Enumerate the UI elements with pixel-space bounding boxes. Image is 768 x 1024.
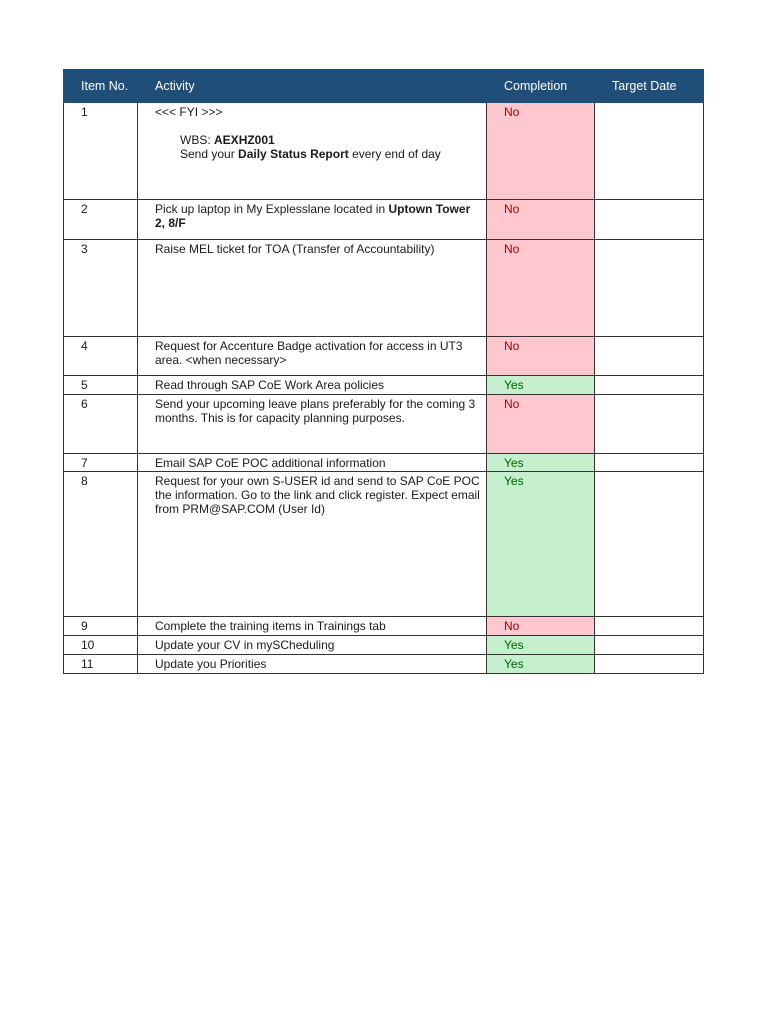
header-completion: Completion <box>487 70 595 103</box>
activity-text-bold: Uptown Tower 2, 8/F <box>155 202 471 230</box>
wbs-line <box>155 133 482 147</box>
dsr-line <box>155 147 482 161</box>
item-number: 4 <box>64 337 138 376</box>
activity-cell: Read through SAP CoE Work Area policies <box>138 376 487 395</box>
wbs-label: WBS: <box>180 133 215 147</box>
table-row <box>64 103 704 200</box>
item-number: 11 <box>64 655 138 674</box>
target-date-cell[interactable] <box>595 337 704 376</box>
target-date-cell[interactable] <box>595 636 704 655</box>
header-row <box>64 70 704 103</box>
completion-status: Yes <box>487 454 595 472</box>
activity-cell <box>138 103 487 200</box>
table-row <box>64 376 704 395</box>
target-date-cell[interactable] <box>595 240 704 337</box>
item-number: 9 <box>64 617 138 636</box>
activity-cell: Request for Accenture Badge activation for access in UT3 area. <when necessary> <box>138 337 487 376</box>
completion-status: No <box>487 617 595 636</box>
item-number: 1 <box>64 103 138 200</box>
table-row <box>64 454 704 472</box>
table-row <box>64 655 704 674</box>
item-number: 8 <box>64 472 138 617</box>
item-number: 3 <box>64 240 138 337</box>
table-row <box>64 395 704 454</box>
table-row <box>64 636 704 655</box>
completion-status: No <box>487 240 595 337</box>
header-activity: Activity <box>138 70 487 103</box>
dsr-text-pre: Send your <box>180 147 239 161</box>
fyi-label: <<< FYI >>> <box>155 105 223 119</box>
activity-cell: Raise MEL ticket for TOA (Transfer of Accountability) <box>138 240 487 337</box>
activity-cell: Complete the training items in Trainings tab <box>138 617 487 636</box>
target-date-cell[interactable] <box>595 454 704 472</box>
table-row <box>64 337 704 376</box>
wbs-code: AEXHZ001 <box>214 133 275 147</box>
completion-status: Yes <box>487 472 595 617</box>
completion-status: No <box>487 200 595 240</box>
header-item-no: Item No. <box>64 70 138 103</box>
target-date-cell[interactable] <box>595 395 704 454</box>
table-row <box>64 617 704 636</box>
item-number: 2 <box>64 200 138 240</box>
item-number: 10 <box>64 636 138 655</box>
dsr-text-bold: Daily Status Report <box>238 147 349 161</box>
target-date-cell[interactable] <box>595 472 704 617</box>
target-date-cell[interactable] <box>595 376 704 395</box>
completion-status: No <box>487 337 595 376</box>
activity-cell: Send your upcoming leave plans preferably for the coming 3 months. This is for capacity planning purposes. <box>138 395 487 454</box>
activity-text-pre: Pick up laptop in My Explesslane located in <box>155 202 389 216</box>
item-number: 5 <box>64 376 138 395</box>
activity-cell: Update your CV in mySCheduling <box>138 636 487 655</box>
activity-cell <box>138 200 487 240</box>
completion-status: Yes <box>487 636 595 655</box>
activity-cell: Request for your own S-USER id and send to SAP CoE POC the information. Go to the link and click register. Expect email from PRM@SAP.COM (User Id) <box>138 472 487 617</box>
table-row <box>64 200 704 240</box>
activity-cell: Email SAP CoE POC additional information <box>138 454 487 472</box>
target-date-cell[interactable] <box>595 655 704 674</box>
table-row <box>64 472 704 617</box>
activity-cell: Update you Priorities <box>138 655 487 674</box>
dsr-text-post: every end of day <box>348 147 441 161</box>
completion-status: No <box>487 103 595 200</box>
item-number: 7 <box>64 454 138 472</box>
completion-status: No <box>487 395 595 454</box>
onboarding-checklist-table <box>63 69 704 674</box>
table-row <box>64 240 704 337</box>
target-date-cell[interactable] <box>595 200 704 240</box>
item-number: 6 <box>64 395 138 454</box>
header-target-date: Target Date <box>595 70 704 103</box>
completion-status: Yes <box>487 376 595 395</box>
completion-status: Yes <box>487 655 595 674</box>
target-date-cell[interactable] <box>595 617 704 636</box>
target-date-cell[interactable] <box>595 103 704 200</box>
